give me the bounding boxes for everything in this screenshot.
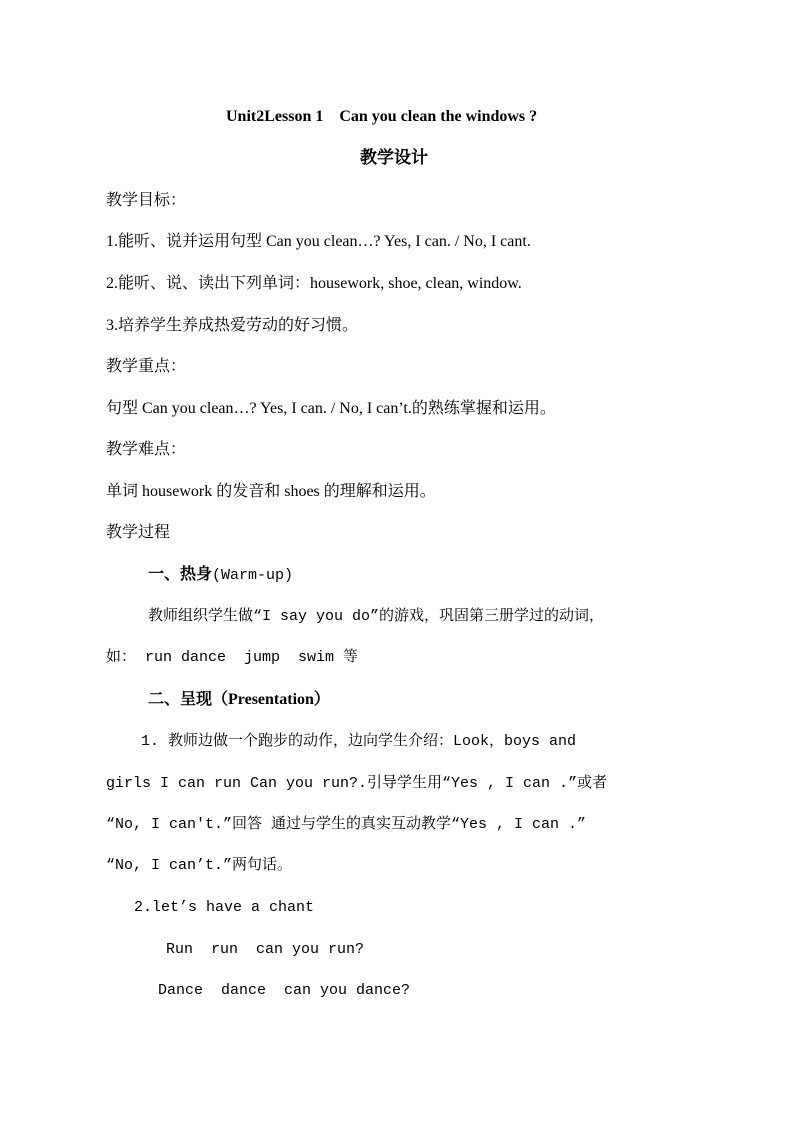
difficulties-heading: 教学难点： [106,441,187,458]
document-title: Unit2Lesson 1 Can you clean the windows ? [226,108,538,125]
chant-line-1: Run run can you run? [166,941,365,958]
process-heading: 教学过程 [106,524,171,541]
chant-line-2: Dance dance can you dance? [158,982,411,999]
warmup-heading-cn: 一、热身 [148,566,213,583]
objectives-heading: 教学目标： [106,192,187,209]
objective-item-3: 3.培养学生养成热爱劳动的好习惯。 [106,317,359,334]
presentation-step1-line-3: “No, I can't.”回答 通过与学生的真实互动教学“Yes , I can .” [106,816,587,833]
warmup-text-line-2: 如： run dance jump swim 等 [106,649,359,666]
presentation-step1-line-4: “No, I can’t.”两句话。 [106,857,293,874]
key-points-heading: 教学重点： [106,358,187,375]
warmup-heading [148,565,293,586]
warmup-text-line-1: 教师组织学生做“I say you do”的游戏，巩固第三册学过的动词， [148,608,605,625]
difficulties-text: 单词 housework 的发音和 shoes 的理解和运用。 [106,483,436,500]
document-subtitle: 教学设计 [360,148,428,167]
warmup-heading-en: (Warm-up) [212,567,294,584]
objective-item-2: 2.能听、说、读出下列单词：housework, shoe, clean, window. [106,275,522,292]
key-points-text: 句型 Can you clean…? Yes, I can. / No, I can’t.的熟练掌握和运用。 [106,400,556,417]
presentation-step2: 2.let’s have a chant [134,899,315,916]
presentation-step1-line-2: girls I can run Can you run?.引导学生用“Yes , I can .”或者 [106,775,608,792]
presentation-step1-line-1: 1. 教师边做一个跑步的动作，边向学生介绍：Look，boys and [141,733,577,750]
presentation-heading: 二、呈现（Presentation） [148,691,330,708]
objective-item-1: 1.能听、说并运用句型 Can you clean…? Yes, I can. / No, I cant. [106,233,531,250]
